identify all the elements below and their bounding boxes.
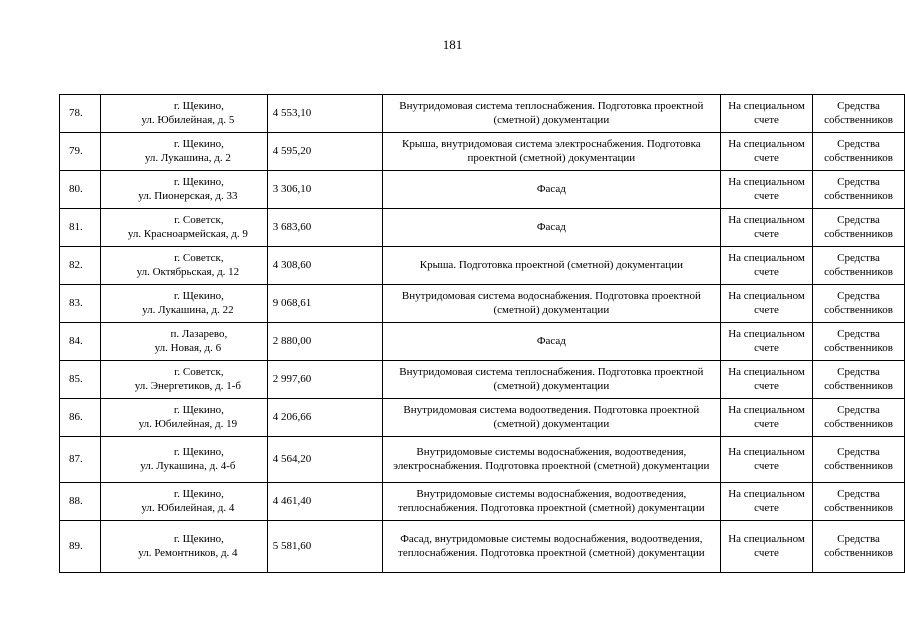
sum-cell: 3 306,10 [267,171,382,209]
source-cell: Средства собственников [813,133,905,171]
address-street: ул. Лукашина, д. 2 [144,151,231,164]
source-cell: Средства собственников [813,285,905,323]
method-cell: На специальном счете [721,95,813,133]
address-street: ул. Новая, д. 6 [154,341,222,354]
address-city: г. Щекино, [173,290,224,302]
sum-cell: 4 595,20 [267,133,382,171]
works-cell: Внутридомовая система теплоснабжения. Подготовка проектной (сметной) документации [382,95,720,133]
works-cell: Крыша. Подготовка проектной (сметной) документации [382,247,720,285]
method-cell: На специальном счете [721,323,813,361]
page-number: 181 [442,37,463,52]
address-street: ул. Лукашина, д. 4-б [140,459,236,472]
works-cell: Внутридомовая система теплоснабжения. Подготовка проектной (сметной) документации [382,361,720,399]
table-row [60,209,905,247]
address-city: г. Советск, [174,366,224,378]
address-street: ул. Ремонтников, д. 4 [138,546,238,559]
works-cell: Крыша, внутридомовая система электроснабжения. Подготовка проектной (сметной) документации [382,133,720,171]
method-cell: На специальном счете [721,171,813,209]
sum-cell: 2 880,00 [267,323,382,361]
address-cell [100,171,267,209]
works-cell: Внутридомовые системы водоснабжения, водоотведения, электроснабжения. Подготовка проектной (сметной) документации [382,437,720,483]
works-cell: Фасад [382,323,720,361]
address-street: ул. Юбилейная, д. 19 [138,417,238,430]
works-cell: Внутридомовая система водоотведения. Подготовка проектной (сметной) документации [382,399,720,437]
table-row [60,95,905,133]
source-cell: Средства собственников [813,171,905,209]
address-city: г. Щекино, [173,138,224,150]
address-city: г. Советск, [174,214,224,226]
address-cell [100,521,267,573]
address-street: ул. Энергетиков, д. 1-б [134,379,242,392]
table-row [60,133,905,171]
address-cell [100,209,267,247]
address-cell [100,361,267,399]
table-row [60,247,905,285]
address-city: г. Щекино, [173,100,224,112]
address-cell [100,95,267,133]
address-cell [100,437,267,483]
table-row [60,483,905,521]
sum-cell: 4 308,60 [267,247,382,285]
address-street: ул. Юбилейная, д. 5 [141,113,235,126]
method-cell: На специальном счете [721,521,813,573]
works-cell: Фасад [382,171,720,209]
row-number: 85. [60,361,101,399]
row-number: 86. [60,399,101,437]
source-cell: Средства собственников [813,483,905,521]
table-row [60,361,905,399]
table-row [60,323,905,361]
table-row [60,285,905,323]
sum-cell: 2 997,60 [267,361,382,399]
address-street: ул. Юбилейная, д. 4 [141,501,235,514]
sum-cell: 4 206,66 [267,399,382,437]
address-street: ул. Пионерская, д. 33 [138,189,238,202]
address-city: г. Щекино, [173,533,224,545]
sum-cell: 3 683,60 [267,209,382,247]
address-city: г. Щекино, [173,446,224,458]
address-cell [100,247,267,285]
table-body [60,95,905,573]
row-number: 87. [60,437,101,483]
address-street: ул. Октябрьская, д. 12 [136,265,240,278]
address-city: г. Щекино, [173,404,224,416]
row-number: 84. [60,323,101,361]
address-street: ул. Лукашина, д. 22 [142,303,234,316]
row-number: 89. [60,521,101,573]
address-cell [100,133,267,171]
address-cell [100,323,267,361]
works-cell: Внутридомовые системы водоснабжения, водоотведения, теплоснабжения. Подготовка проектной (сметной) документации [382,483,720,521]
row-number: 81. [60,209,101,247]
row-number: 83. [60,285,101,323]
source-cell: Средства собственников [813,95,905,133]
address-city: п. Лазарево, [170,328,228,340]
works-cell: Фасад, внутридомовые системы водоснабжения, водоотведения, теплоснабжения. Подготовка проектной (сметной) документации [382,521,720,573]
method-cell: На специальном счете [721,483,813,521]
source-cell: Средства собственников [813,247,905,285]
row-number: 80. [60,171,101,209]
address-city: г. Советск, [174,252,224,264]
table-row [60,399,905,437]
method-cell: На специальном счете [721,361,813,399]
method-cell: На специальном счете [721,247,813,285]
registry-table [59,94,905,573]
method-cell: На специальном счете [721,285,813,323]
table-row [60,521,905,573]
row-number: 82. [60,247,101,285]
source-cell: Средства собственников [813,399,905,437]
row-number: 88. [60,483,101,521]
address-city: г. Щекино, [173,488,224,500]
address-cell [100,285,267,323]
address-cell [100,483,267,521]
address-city: г. Щекино, [173,176,224,188]
source-cell: Средства собственников [813,323,905,361]
source-cell: Средства собственников [813,437,905,483]
works-cell: Фасад [382,209,720,247]
table-row [60,171,905,209]
sum-cell: 4 564,20 [267,437,382,483]
method-cell: На специальном счете [721,399,813,437]
sum-cell: 4 553,10 [267,95,382,133]
works-cell: Внутридомовая система водоснабжения. Подготовка проектной (сметной) документации [382,285,720,323]
sum-cell: 9 068,61 [267,285,382,323]
method-cell: На специальном счете [721,209,813,247]
table-row [60,437,905,483]
source-cell: Средства собственников [813,521,905,573]
source-cell: Средства собственников [813,209,905,247]
address-cell [100,399,267,437]
method-cell: На специальном счете [721,437,813,483]
row-number: 79. [60,133,101,171]
source-cell: Средства собственников [813,361,905,399]
address-street: ул. Красноармейская, д. 9 [127,227,248,240]
sum-cell: 5 581,60 [267,521,382,573]
method-cell: На специальном счете [721,133,813,171]
row-number: 78. [60,95,101,133]
sum-cell: 4 461,40 [267,483,382,521]
